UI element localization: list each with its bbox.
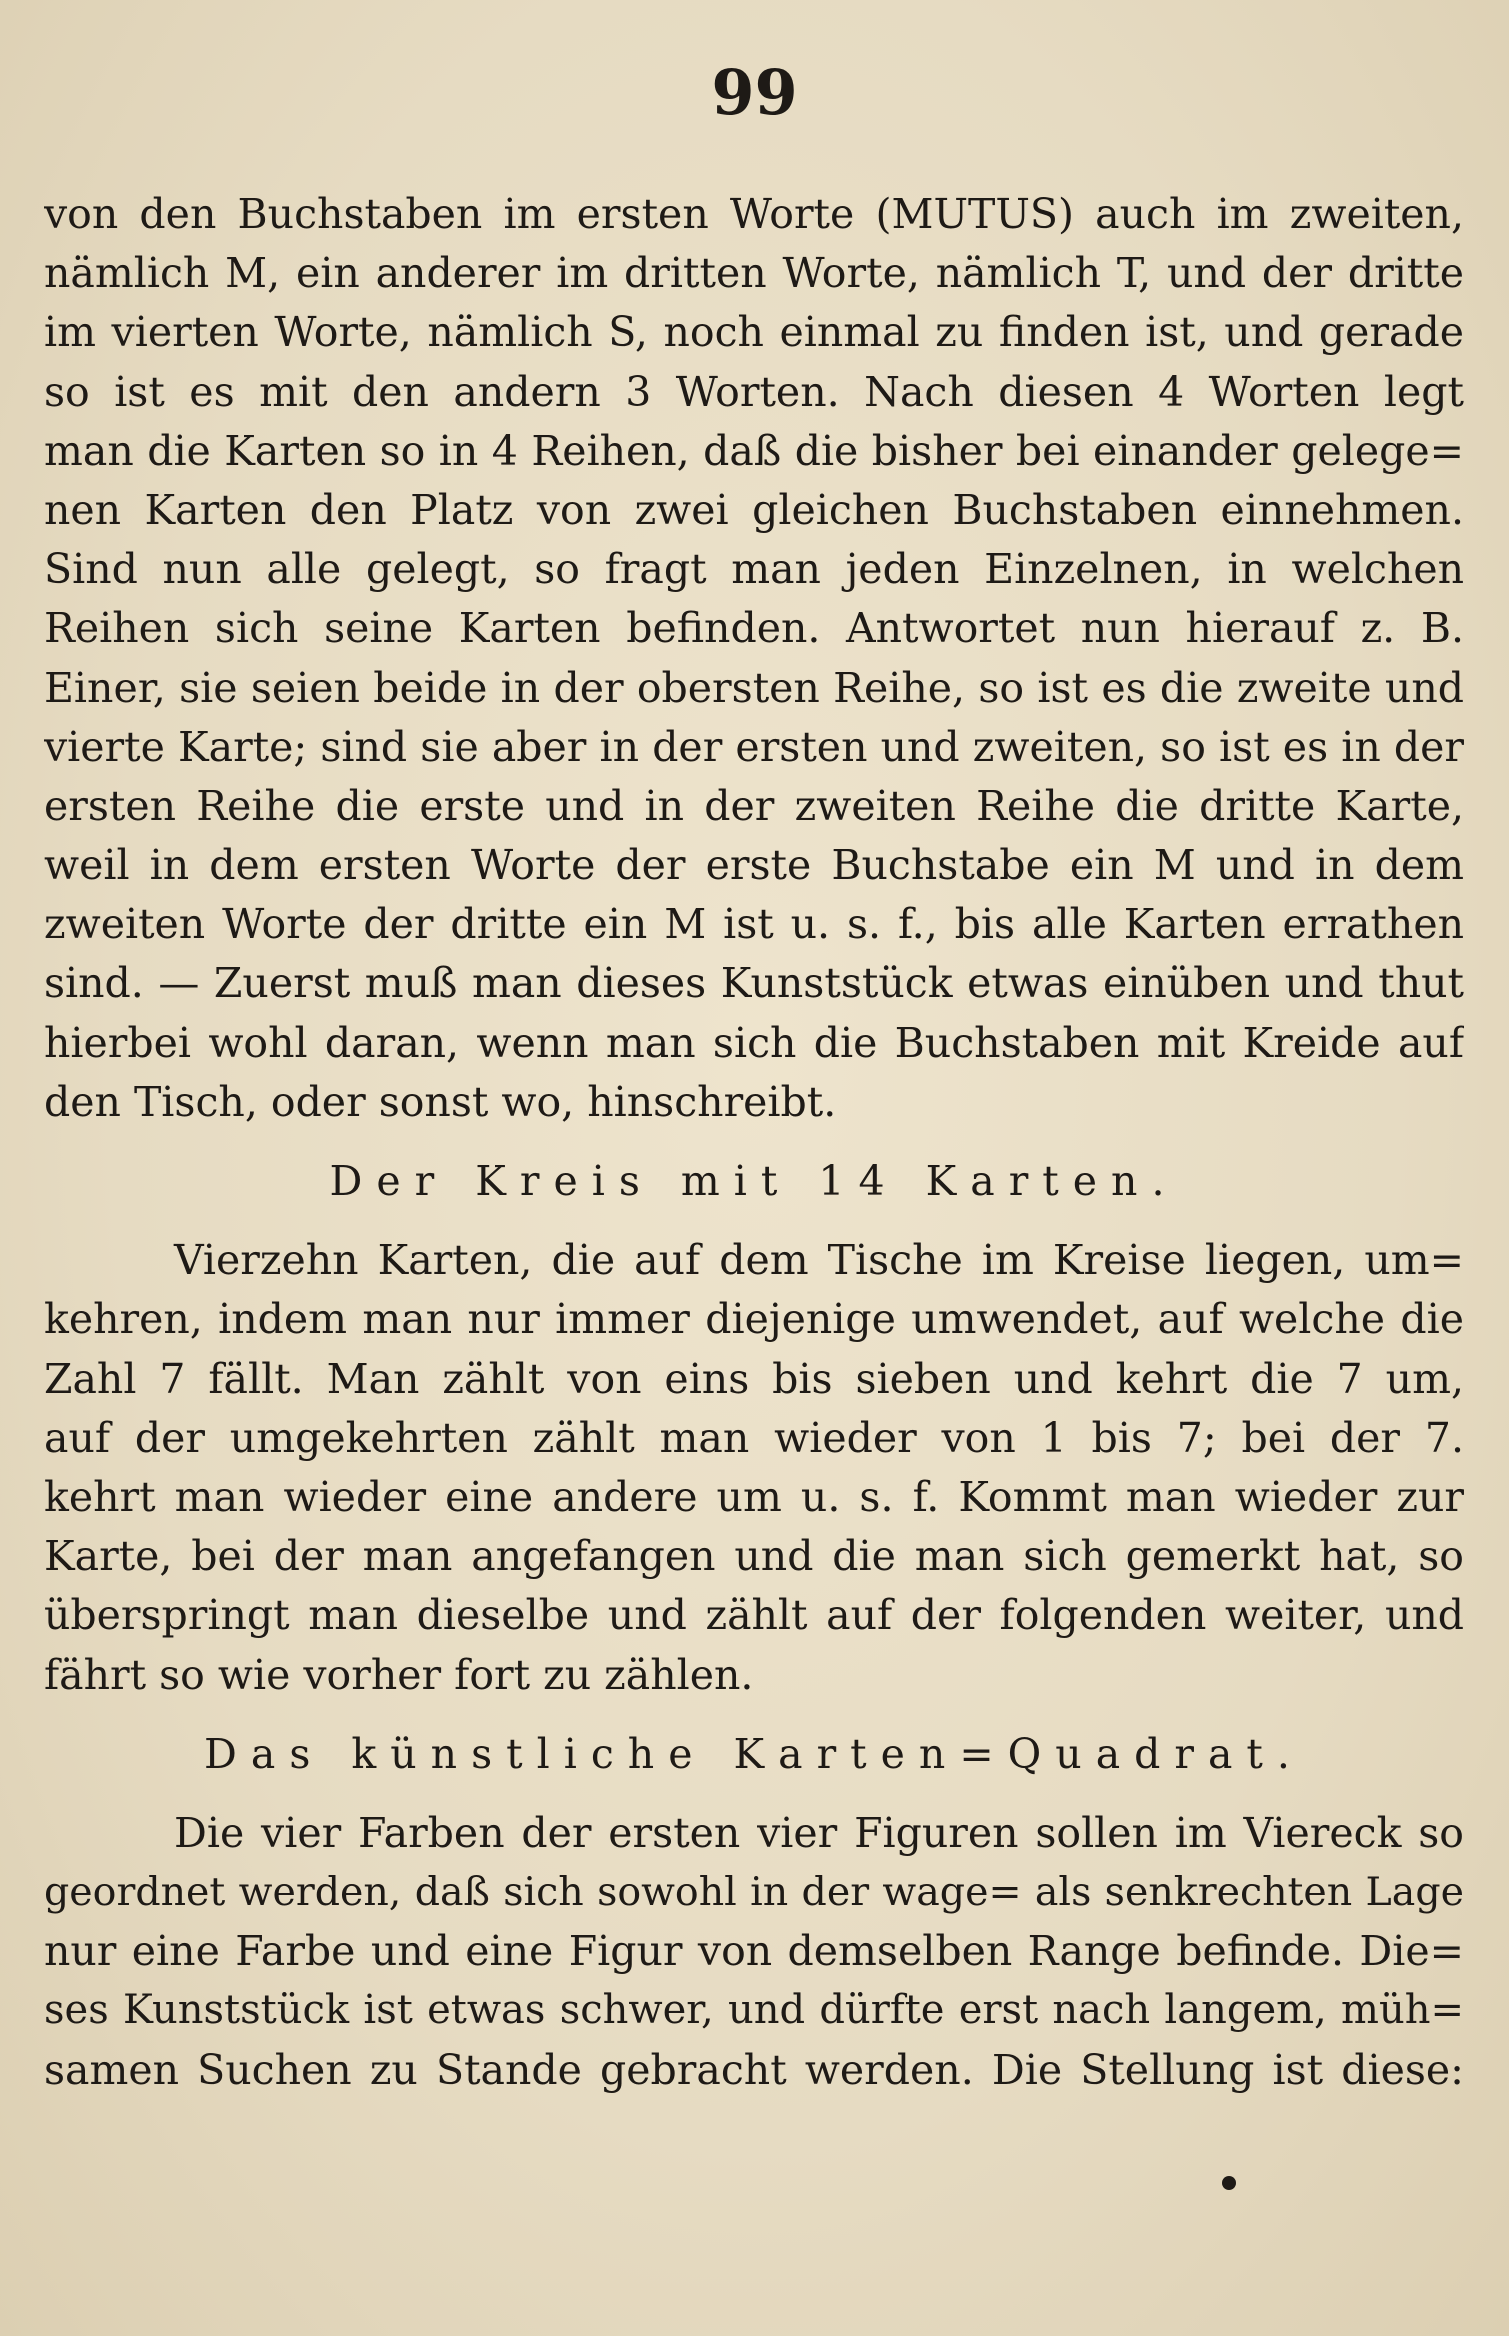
text-line: samen Suchen zu Stande gebracht werden. Die Stellung ist diese: (44, 2045, 1464, 2094)
ink-dot-mark (1222, 2176, 1236, 2190)
text-line: Karte, bei der man angefangen und die man sich gemerkt hat, so (44, 1532, 1464, 1581)
text-line: Die vier Farben der ersten vier Figuren sollen im Viereck so (174, 1808, 1464, 1857)
text-line: Sind nun alle gelegt, so fragt man jeden Einzelnen, in welchen (44, 545, 1464, 594)
text-line: Vierzehn Karten, die auf dem Tische im Kreise liegen, um= (174, 1236, 1464, 1285)
text-line: fährt so wie vorher fort zu zählen. (44, 1650, 754, 1699)
text-line: überspringt man dieselbe und zählt auf der folgenden weiter, und (44, 1591, 1464, 1640)
paragraph-kreis (44, 1231, 1464, 1705)
text-line: weil in dem ersten Worte der erste Buchstabe ein M und in dem (44, 841, 1464, 890)
text-line: hierbei wohl daran, wenn man sich die Buchstaben mit Kreide auf (44, 1018, 1464, 1067)
text-line: den Tisch, oder sonst wo, hinschreibt. (44, 1077, 837, 1126)
text-line: auf der umgekehrten zählt man wieder von 1 bis 7; bei der 7. (44, 1413, 1464, 1462)
paragraph-quadrat (44, 1804, 1464, 2100)
text-line: Zahl 7 fällt. Man zählt von eins bis sieben und kehrt die 7 um, (44, 1354, 1464, 1403)
text-line: man die Karten so in 4 Reihen, daß die bisher bei einander gelege= (44, 426, 1464, 475)
text-line: sind. — Zuerst muß man dieses Kunststück etwas einüben und thut (44, 959, 1464, 1008)
text-line: vierte Karte; sind sie aber in der ersten und zweiten, so ist es in der (44, 722, 1464, 771)
text-line: nen Karten den Platz von zwei gleichen Buchstaben einnehmen. (44, 485, 1464, 534)
text-line: geordnet werden, daß sich sowohl in der wage= als senkrechten Lage (44, 1869, 1464, 1916)
text-line: im vierten Worte, nämlich S, noch einmal zu finden ist, und gerade (44, 308, 1464, 357)
text-line: nur eine Farbe und eine Figur von demselben Range befinde. Die= (44, 1927, 1464, 1976)
text-line: ses Kunststück ist etwas schwer, und dürfte erst nach langem, müh= (44, 1987, 1464, 2034)
page-number: 99 (711, 56, 798, 129)
text-line: nämlich M, ein anderer im dritten Worte, nämlich T, und der dritte (44, 249, 1464, 298)
text-line: Reihen sich seine Karten befinden. Antwortet nun hierauf z. B. (44, 604, 1464, 653)
text-line: Einer, sie seien beide in der obersten Reihe, so ist es die zweite und (44, 663, 1464, 712)
section-heading-kreis: Der Kreis mit 14 Karten. (329, 1157, 1179, 1205)
paragraph-mutus-continuation (44, 185, 1464, 1132)
text-line: kehrt man wieder eine andere um u. s. f. Kommt man wieder zur (44, 1472, 1464, 1521)
text-line: kehren, indem man nur immer diejenige umwendet, auf welche die (44, 1295, 1464, 1344)
text-line: zweiten Worte der dritte ein M ist u. s. f., bis alle Karten errathen (44, 900, 1464, 949)
section-heading-quadrat: Das künstliche Karten=Quadrat. (204, 1729, 1304, 1778)
text-line: so ist es mit den andern 3 Worten. Nach diesen 4 Worten legt (44, 367, 1464, 416)
text-line: ersten Reihe die erste und in der zweiten Reihe die dritte Karte, (44, 781, 1464, 830)
page-body (44, 185, 1464, 2100)
text-line: von den Buchstaben im ersten Worte (MUTUS) auch im zweiten, (44, 190, 1464, 238)
